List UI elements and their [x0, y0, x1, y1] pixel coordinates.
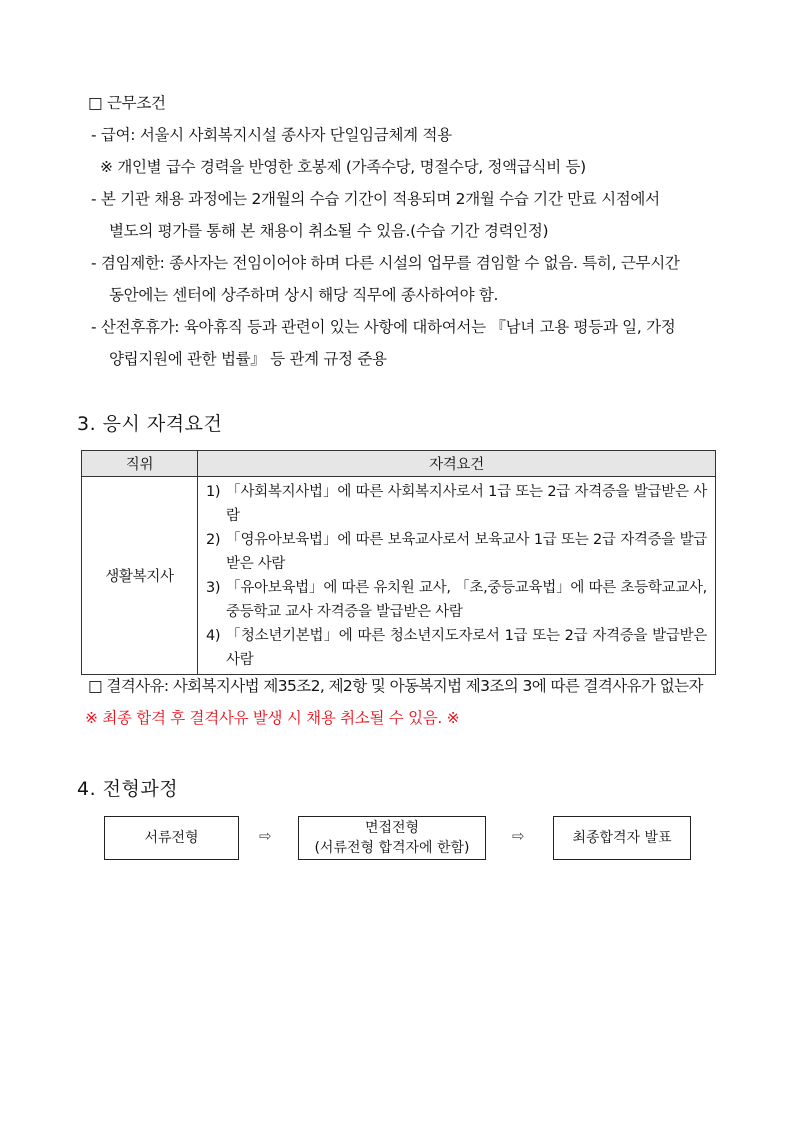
- leave-line-2: 양립지원에 관한 법률』 등 관계 규정 준용: [109, 350, 387, 368]
- arrow-right-icon: ⇨: [512, 827, 525, 845]
- item-text: 「영유아보육법」에 따른 보육교사로서 보육교사 1급 또는 2급 자격증을 발급받은 사람: [226, 532, 707, 572]
- step-label: 서류전형: [144, 830, 199, 846]
- section-3-title: 3. 응시 자격요건: [77, 413, 223, 435]
- requirement-item: [206, 624, 707, 672]
- step-interview: [298, 816, 486, 860]
- step-label: 면접전형: [364, 820, 420, 836]
- item-number: 4): [206, 628, 221, 644]
- table-header-row: [82, 451, 716, 477]
- salary-line: - 급여: 서울시 사회복지시설 종사자 단일임금체계 적용: [91, 126, 452, 144]
- section-4-title: 4. 전형과정: [77, 778, 179, 800]
- requirement-item: [206, 528, 707, 576]
- step-sub-label: (서류전형 합격자에 한함): [314, 840, 470, 856]
- step-document-screening: [104, 816, 239, 860]
- arrow-right-icon: ⇨: [259, 827, 272, 845]
- header-position: 직위: [82, 451, 198, 477]
- disqualification-line: □ 결격사유: 사회복지사법 제35조2, 제2항 및 아동복지법 제3조의 3에 따른 결격사유가 없는자: [88, 677, 703, 695]
- work-conditions-heading: □ 근무조건: [88, 94, 166, 112]
- step-label: 최종합격자 발표: [572, 830, 672, 846]
- item-number: 2): [206, 532, 221, 548]
- requirement-item: [206, 576, 707, 624]
- concurrent-line-1: - 겸임제한: 종사자는 전임이어야 하며 다른 시설의 업무를 겸임할 수 없음. 특히, 근무시간: [91, 254, 680, 272]
- requirement-item: [206, 480, 707, 528]
- concurrent-line-2: 동안에는 센터에 상주하며 상시 해당 직무에 종사하여야 함.: [109, 286, 499, 304]
- item-text: 「사회복지사법」에 따른 사회복지사로서 1급 또는 2급 자격증을 발급받은 사람: [226, 484, 707, 524]
- position-cell: 생활복지사: [82, 477, 198, 675]
- item-text: 「유아보육법」에 따른 유치원 교사, 「초,중등교육법」에 따른 초등학교교사,중등학교 교사 자격증을 발급받은 사람: [226, 580, 707, 620]
- requirements-cell: [198, 477, 716, 675]
- item-text: 「청소년기본법」에 따른 청소년지도자로서 1급 또는 2급 자격증을 발급받은 사람: [226, 628, 707, 668]
- qualification-table: [81, 450, 716, 675]
- item-number: 1): [206, 484, 221, 500]
- header-requirements: 자격요건: [198, 451, 716, 477]
- step-final-announcement: [553, 816, 691, 860]
- probation-line-1: - 본 기관 채용 과정에는 2개월의 수습 기간이 적용되며 2개월 수습 기간 만료 시점에서: [91, 190, 660, 208]
- table-row: [82, 477, 716, 675]
- cancellation-warning: ※ 최종 합격 후 결격사유 발생 시 채용 취소될 수 있음. ※: [85, 709, 460, 727]
- salary-note: ※ 개인별 급수 경력을 반영한 호봉제 (가족수당, 명절수당, 정액급식비 등): [100, 158, 586, 176]
- leave-line-1: - 산전후휴가: 육아휴직 등과 관련이 있는 사항에 대하여서는 『남녀 고용 평등과 일, 가정: [91, 318, 676, 336]
- probation-line-2: 별도의 평가를 통해 본 채용이 취소될 수 있음.(수습 기간 경력인정): [109, 222, 549, 240]
- item-number: 3): [206, 580, 221, 596]
